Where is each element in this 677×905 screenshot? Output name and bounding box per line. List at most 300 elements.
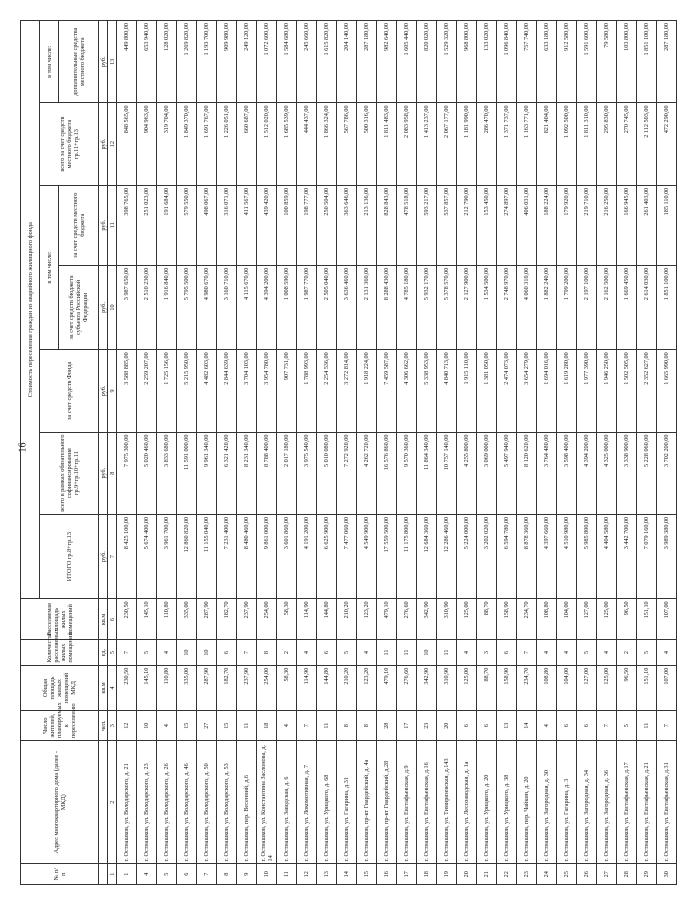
cell-area: 335,00 xyxy=(177,665,197,711)
unit-cell: руб. xyxy=(99,21,108,103)
header-total-area: Общая площадь жилых помещений МКД xyxy=(21,665,99,711)
cell-area: 237,90 xyxy=(237,665,257,711)
cell-total: 3 338 900,00 xyxy=(617,432,637,514)
cell-itogo: 7 079 160,00 xyxy=(637,514,657,599)
cell-area: 110,80 xyxy=(157,665,177,711)
cell-itogo: 8 878 360,00 xyxy=(517,514,537,599)
cell-region: 1 669 450,00 xyxy=(617,265,637,350)
cell-ltotal: 567 786,00 xyxy=(337,103,357,185)
cell-itogo: 4 404 580,00 xyxy=(597,514,617,599)
cell-total: 3 702 200,00 xyxy=(657,432,677,514)
table-row xyxy=(257,21,277,885)
cell-ltotal: 1 685 539,00 xyxy=(277,103,297,185)
cell-total: 16 576 860,00 xyxy=(377,432,397,514)
cell-extra: 103 800,00 xyxy=(617,21,637,103)
table-row xyxy=(497,21,517,885)
table-row xyxy=(297,21,317,885)
cell-region: 1 987 770,00 xyxy=(297,265,317,350)
cell-extra: 909 980,00 xyxy=(217,21,237,103)
cell-total: 3 833 680,00 xyxy=(157,432,177,514)
cell-total: 11 864 340,00 xyxy=(417,432,437,514)
cell-fund: 907 731,00 xyxy=(277,350,297,432)
unit-cell: руб. xyxy=(99,432,108,514)
cell-rarea: 230,50 xyxy=(117,599,137,640)
cell-total: 6 321 420,00 xyxy=(217,432,237,514)
header-local-total: всего за счет средств местного бюджета гр.11+гр.13 xyxy=(40,103,99,185)
cell-ltotal: 500 316,00 xyxy=(357,103,377,185)
cell-fund: 1 502 505,00 xyxy=(617,350,637,432)
cell-total: 8 231 340,00 xyxy=(237,432,257,514)
cell-itogo: 4 549 900,00 xyxy=(357,514,377,599)
cell-rarea: 96,50 xyxy=(617,599,637,640)
cell-addr: г. Остиашков, пр-кт Гвардейский, д. 4а xyxy=(357,741,377,864)
cell-rooms: 7 xyxy=(237,640,257,665)
cell-extra: 1 605 440,00 xyxy=(397,21,417,103)
cell-total: 8 120 620,00 xyxy=(517,432,537,514)
cell-fund: 1 788 993,00 xyxy=(297,350,317,432)
cell-fund: 2 844 639,00 xyxy=(217,350,237,432)
unit-cell: ед. xyxy=(99,640,108,665)
cell-area: 210,20 xyxy=(337,665,357,711)
cell-local: 185 110,00 xyxy=(657,185,677,265)
column-index-cell: 9 xyxy=(108,350,117,432)
cell-itogo: 8 480 460,00 xyxy=(237,514,257,599)
cell-res: 17 xyxy=(397,711,417,741)
cell-addr: г. Остиашков, ул. Урицкого, д. 20 xyxy=(477,741,497,864)
cell-extra: 249 120,00 xyxy=(237,21,257,103)
cell-fund: 1 915 110,00 xyxy=(457,350,477,432)
cell-fund: 5 338 953,00 xyxy=(417,350,437,432)
cell-area: 151,10 xyxy=(637,665,657,711)
header-extra: дополнительные средства местного бюджета xyxy=(59,21,99,103)
cell-itogo: 11 155 040,00 xyxy=(197,514,217,599)
cell-region: 1 534 500,00 xyxy=(477,265,497,350)
cell-n: 14 xyxy=(337,864,357,885)
cell-n: 30 xyxy=(657,864,677,885)
unit-cell xyxy=(99,864,108,885)
cell-total: 8 788 400,00 xyxy=(257,432,277,514)
cell-local: 251 023,00 xyxy=(137,185,157,265)
cell-region: 2 131 360,00 xyxy=(357,265,377,350)
table-row xyxy=(337,21,357,885)
cell-local: 219 710,00 xyxy=(577,185,597,265)
cell-local: 411 567,00 xyxy=(237,185,257,265)
cell-fund: 3 588 885,00 xyxy=(117,350,137,432)
cell-rarea: 237,90 xyxy=(237,599,257,640)
cell-itogo: 6 594 780,00 xyxy=(497,514,517,599)
cell-ltotal: 1 371 737,00 xyxy=(497,103,517,185)
cell-rooms: 3 xyxy=(477,640,497,665)
cell-area: 88,70 xyxy=(477,665,497,711)
header-fund: за счет средств Фонда xyxy=(40,350,99,432)
cell-addr: г. Остиашков, ул. Загородная, д. 34 xyxy=(577,741,597,864)
cell-region: 5 932 170,00 xyxy=(417,265,437,350)
column-index-cell: 3 xyxy=(108,711,117,741)
table-row xyxy=(317,21,337,885)
cell-area: 230,50 xyxy=(117,665,137,711)
cell-area: 96,50 xyxy=(617,665,637,711)
cell-fund: 2 259 207,00 xyxy=(137,350,157,432)
table-row xyxy=(577,21,597,885)
cell-n: 20 xyxy=(457,864,477,885)
cell-ltotal: 1 092 500,00 xyxy=(557,103,577,185)
cell-n: 13 xyxy=(317,864,337,885)
resettlement-table xyxy=(17,20,677,885)
cell-fund: 1 977 390,00 xyxy=(577,350,597,432)
cell-rooms: 5 xyxy=(577,640,597,665)
cell-extra: 1 529 320,00 xyxy=(437,21,457,103)
rotated-page xyxy=(17,20,670,885)
cell-fund: 4 482 603,00 xyxy=(197,350,217,432)
cell-rooms: 6 xyxy=(217,640,237,665)
cell-fund: 3 954 780,00 xyxy=(257,350,277,432)
cell-rarea: 479,10 xyxy=(377,599,397,640)
cell-region: 4 394 200,00 xyxy=(257,265,277,350)
unit-cell: руб. xyxy=(99,514,108,599)
cell-local: 363 646,00 xyxy=(337,185,357,265)
cell-rooms: 5 xyxy=(137,640,157,665)
cell-rarea: 342,90 xyxy=(417,599,437,640)
cell-area: 182,70 xyxy=(217,665,237,711)
cell-ltotal: 270 745,00 xyxy=(617,103,637,185)
table-row xyxy=(617,21,637,885)
cell-n: 21 xyxy=(477,864,497,885)
cell-region: 2 162 500,00 xyxy=(597,265,617,350)
cell-n: 19 xyxy=(437,864,457,885)
cell-total: 9 570 360,00 xyxy=(397,432,417,514)
table-row xyxy=(237,21,257,885)
cell-extra: 633 180,00 xyxy=(537,21,557,103)
cell-local: 191 684,00 xyxy=(157,185,177,265)
cell-area: 276,60 xyxy=(397,665,417,711)
unit-cell xyxy=(99,741,108,864)
unit-cell: чел. xyxy=(99,711,108,741)
cell-rarea: 287,90 xyxy=(197,599,217,640)
cell-fund: 1 381 050,00 xyxy=(477,350,497,432)
cell-res: 5 xyxy=(617,711,637,741)
cell-itogo: 7 477 060,00 xyxy=(337,514,357,599)
cell-total: 4 262 720,00 xyxy=(357,432,377,514)
cell-local: 274 897,00 xyxy=(497,185,517,265)
cell-ltotal: 1 849 370,00 xyxy=(177,103,197,185)
cell-extra: 204 140,00 xyxy=(337,21,357,103)
table-row xyxy=(657,21,677,885)
cell-local: 398 765,00 xyxy=(117,185,137,265)
cell-res: 10 xyxy=(137,711,157,741)
cell-addr: г. Остиашков, ул. Евстафьевская, д.21 xyxy=(637,741,657,864)
cell-addr: г. Остиашков, пер. Весенний, д.6 xyxy=(237,741,257,864)
cell-res: 6 xyxy=(577,711,597,741)
column-index-cell: 1 xyxy=(108,864,117,885)
cell-fund: 2 474 073,00 xyxy=(497,350,517,432)
header-itogo: ИТОГО гр.8+гр.13 xyxy=(40,514,99,599)
cell-ltotal: 319 704,00 xyxy=(157,103,177,185)
cell-addr: г. Остиашков, пер. Чайкин, д. 20 xyxy=(517,741,537,864)
table-row xyxy=(637,21,657,885)
cell-res: 7 xyxy=(297,711,317,741)
cell-fund: 3 272 814,00 xyxy=(337,350,357,432)
column-index-cell: 7 xyxy=(108,514,117,599)
cell-region: 2 748 970,00 xyxy=(497,265,517,350)
cell-rooms: 7 xyxy=(517,640,537,665)
cell-addr: г. Остиашков, ул. Урицкого, д. 68 xyxy=(317,741,337,864)
cell-local: 250 504,00 xyxy=(317,185,337,265)
cell-region: 1 799 200,00 xyxy=(557,265,577,350)
cell-n: 23 xyxy=(517,864,537,885)
cell-total: 5 020 460,00 xyxy=(137,432,157,514)
cell-addr: г. Остиашков, ул. Локомотивная, д. 7 xyxy=(297,741,317,864)
unit-cell: руб. xyxy=(99,350,108,432)
cell-rooms: 10 xyxy=(177,640,197,665)
cell-extra: 820 020,00 xyxy=(417,21,437,103)
cell-rarea: 125,00 xyxy=(597,599,617,640)
header-local: за счет средств местного бюджета xyxy=(59,185,99,265)
cell-rarea: 125,00 xyxy=(457,599,477,640)
page-number: 16 xyxy=(17,442,29,453)
cell-area: 234,70 xyxy=(517,665,537,711)
unit-cell: руб. xyxy=(99,265,108,350)
cell-extra: 653 940,00 xyxy=(137,21,157,103)
cell-addr: г. Остиашков, ул. Евстафьевская, д.31 xyxy=(657,741,677,864)
cell-n: 22 xyxy=(497,864,517,885)
cell-extra: 968 800,00 xyxy=(457,21,477,103)
cell-rarea: 123,20 xyxy=(357,599,377,640)
cell-region: 1 882 240,00 xyxy=(537,265,557,350)
cell-local: 478 518,00 xyxy=(397,185,417,265)
cell-rooms: 4 xyxy=(297,640,317,665)
cell-rarea: 182,70 xyxy=(217,599,237,640)
cell-total: 2 017 180,00 xyxy=(277,432,297,514)
cell-rooms: 4 xyxy=(157,640,177,665)
cell-area: 479,10 xyxy=(377,665,397,711)
cell-rooms: 5 xyxy=(637,640,657,665)
cell-res: 15 xyxy=(217,711,237,741)
cell-area: 342,90 xyxy=(417,665,437,711)
cell-n: 6 xyxy=(177,864,197,885)
cell-addr: г. Остиашков, ул. Заводская, д. 6 xyxy=(277,741,297,864)
cell-res: 4 xyxy=(277,711,297,741)
cell-ltotal: 1 226 051,00 xyxy=(217,103,237,185)
cell-area: 158,90 xyxy=(497,665,517,711)
cell-total: 3 598 400,00 xyxy=(557,432,577,514)
unit-cell: руб. xyxy=(99,103,108,185)
cell-extra: 1 096 840,00 xyxy=(497,21,517,103)
cell-local: 579 550,00 xyxy=(177,185,197,265)
cell-extra: 1 072 600,00 xyxy=(257,21,277,103)
cell-addr: г. Остиашков, ул. Лесозаводская, д. 1а xyxy=(457,741,477,864)
cell-itogo: 3 601 860,00 xyxy=(277,514,297,599)
cell-itogo: 5 674 400,00 xyxy=(137,514,157,599)
cell-res: 8 xyxy=(337,711,357,741)
cell-total: 4 394 200,00 xyxy=(577,432,597,514)
cell-region: 4 115 670,00 xyxy=(237,265,257,350)
column-index-cell: 5 xyxy=(108,640,117,665)
cell-region: 3 160 710,00 xyxy=(217,265,237,350)
cell-rarea: 107,00 xyxy=(657,599,677,640)
cell-fund: 4 306 662,00 xyxy=(397,350,417,432)
cell-res: 6 xyxy=(477,711,497,741)
cell-itogo: 9 861 000,00 xyxy=(257,514,277,599)
cell-total: 3 975 540,00 xyxy=(297,432,317,514)
cell-rooms: 11 xyxy=(437,640,457,665)
cell-itogo: 3 202 020,00 xyxy=(477,514,497,599)
cell-extra: 912 580,00 xyxy=(557,21,577,103)
header-including: в том числе: xyxy=(40,185,59,350)
cell-rarea: 145,10 xyxy=(137,599,157,640)
cell-area: 254,00 xyxy=(257,665,277,711)
cell-rarea: 88,70 xyxy=(477,599,497,640)
cell-ltotal: 1 811 310,00 xyxy=(577,103,597,185)
cell-res: 12 xyxy=(117,711,137,741)
cell-n: 18 xyxy=(417,864,437,885)
column-index-cell: 10 xyxy=(108,265,117,350)
column-index-cell: 4 xyxy=(108,665,117,711)
cell-res: 23 xyxy=(417,711,437,741)
cell-rooms: 8 xyxy=(257,640,277,665)
cell-total: 7 272 920,00 xyxy=(337,432,357,514)
cell-local: 828 843,00 xyxy=(377,185,397,265)
cell-rooms: 5 xyxy=(337,640,357,665)
cell-addr: г. Остиашков, пр-кт Гвардейский, д.28 xyxy=(377,741,397,864)
table-row xyxy=(217,21,237,885)
cell-local: 188 224,00 xyxy=(537,185,557,265)
cell-rarea: 114,90 xyxy=(297,599,317,640)
cell-extra: 1 193 700,00 xyxy=(197,21,217,103)
cell-extra: 1 615 820,00 xyxy=(317,21,337,103)
cell-ltotal: 821 404,00 xyxy=(537,103,557,185)
cell-itogo: 7 231 400,00 xyxy=(217,514,237,599)
cell-rarea: 151,10 xyxy=(637,599,657,640)
cell-area: 127,00 xyxy=(577,665,597,711)
column-index-cell: 8 xyxy=(108,432,117,514)
cell-n: 15 xyxy=(357,864,377,885)
table-row xyxy=(477,21,497,885)
table-row xyxy=(397,21,417,885)
cell-extra: 133 020,00 xyxy=(477,21,497,103)
cell-rarea: 127,00 xyxy=(577,599,597,640)
cell-n: 9 xyxy=(237,864,257,885)
column-index-cell: 2 xyxy=(108,741,117,864)
cell-local: 261 403,00 xyxy=(637,185,657,265)
table-row xyxy=(597,21,617,885)
cell-rarea: 210,20 xyxy=(337,599,357,640)
cell-rooms: 6 xyxy=(497,640,517,665)
cell-area: 125,00 xyxy=(457,665,477,711)
cell-addr: г. Остиашков, ул. Загородная, д. 36 xyxy=(597,741,617,864)
cell-local: 198 777,00 xyxy=(297,185,317,265)
cell-local: 100 859,00 xyxy=(277,185,297,265)
unit-cell: кв.м xyxy=(99,599,108,640)
cell-rooms: 2 xyxy=(617,640,637,665)
cell-ltotal: 1 413 237,00 xyxy=(417,103,437,185)
cell-rooms: 11 xyxy=(377,640,397,665)
cell-itogo: 3 961 700,00 xyxy=(157,514,177,599)
cell-itogo: 12 286 460,00 xyxy=(437,514,457,599)
cell-n: 24 xyxy=(537,864,557,885)
cell-rooms: 7 xyxy=(117,640,137,665)
header-region: за счет средств бюджета субъекта Российской Федерации xyxy=(59,265,99,350)
cell-itogo: 5 224 000,00 xyxy=(457,514,477,599)
cell-res: 28 xyxy=(377,711,397,741)
cell-itogo: 4 510 980,00 xyxy=(557,514,577,599)
cell-local: 593 217,00 xyxy=(417,185,437,265)
cell-fund: 1 694 016,00 xyxy=(537,350,557,432)
table-row xyxy=(177,21,197,885)
cell-total: 5 497 940,00 xyxy=(497,432,517,514)
header-total-prog: всего в рамках обязательного софинансирования гр.9+гр.10+гр.11 xyxy=(40,432,99,514)
cell-region: 8 288 430,00 xyxy=(377,265,397,350)
cell-local: 179 920,00 xyxy=(557,185,577,265)
cell-ltotal: 1 163 771,00 xyxy=(517,103,537,185)
cell-ltotal: 1 811 483,00 xyxy=(377,103,397,185)
cell-res: 4 xyxy=(157,711,177,741)
table-row xyxy=(537,21,557,885)
cell-res: 4 xyxy=(537,711,557,741)
table-row xyxy=(517,21,537,885)
cell-fund: 1 665 990,00 xyxy=(657,350,677,432)
cell-itogo: 11 175 800,00 xyxy=(397,514,417,599)
cell-fund: 5 215 950,00 xyxy=(177,350,197,432)
cell-n: 5 xyxy=(157,864,177,885)
cell-addr: г. Остиашков, ул. Евстафьевская, д.9 xyxy=(397,741,417,864)
column-index-cell: 12 xyxy=(108,103,117,185)
cell-fund: 3 654 279,00 xyxy=(517,350,537,432)
cell-local: 213 136,00 xyxy=(357,185,377,265)
cell-rooms: 6 xyxy=(317,640,337,665)
cell-extra: 128 020,00 xyxy=(157,21,177,103)
cell-rooms: 4 xyxy=(537,640,557,665)
cell-region: 2 614 030,00 xyxy=(637,265,657,350)
cell-rarea: 144,80 xyxy=(317,599,337,640)
cell-n: 4 xyxy=(137,864,157,885)
cell-total: 4 325 000,00 xyxy=(597,432,617,514)
header-rooms: Количество расселяемых жилых помещений xyxy=(21,640,99,665)
cell-total: 5 010 080,00 xyxy=(317,432,337,514)
cell-total: 7 975 300,00 xyxy=(117,432,137,514)
table-row xyxy=(277,21,297,885)
unit-cell: руб. xyxy=(99,185,108,265)
cell-local: 166 945,00 xyxy=(617,185,637,265)
cell-fund: 1 619 280,00 xyxy=(557,350,577,432)
cell-ltotal: 472 290,00 xyxy=(657,103,677,185)
cell-n: 26 xyxy=(577,864,597,885)
cell-local: 439 420,00 xyxy=(257,185,277,265)
header-address: Адрес многоквартирного дома (далее - МКД) xyxy=(21,741,99,864)
cell-rarea: 310,90 xyxy=(437,599,457,640)
cell-addr: г. Остиашков, ул. Володарского, д. 26 xyxy=(157,741,177,864)
cell-extra: 449 800,00 xyxy=(117,21,137,103)
cell-addr: г. Остиашков, ул. Володарского, д. 21 xyxy=(117,741,137,864)
cell-n: 17 xyxy=(397,864,417,885)
cell-area: 287,90 xyxy=(197,665,217,711)
cell-area: 104,00 xyxy=(557,665,577,711)
cell-itogo: 4 397 660,00 xyxy=(537,514,557,599)
table-row xyxy=(137,21,157,885)
cell-rooms: 4 xyxy=(657,640,677,665)
cell-region: 2 127 900,00 xyxy=(457,265,477,350)
cell-extra: 1 584 680,00 xyxy=(277,21,297,103)
cell-fund: 1 918 224,00 xyxy=(357,350,377,432)
cell-addr: г. Остиашков, ул. Володарского, д. 46 xyxy=(177,741,197,864)
cell-fund: 7 459 587,00 xyxy=(377,350,397,432)
cell-region: 5 378 570,00 xyxy=(437,265,457,350)
cell-n: 16 xyxy=(377,864,397,885)
cell-itogo: 6 625 900,00 xyxy=(317,514,337,599)
cell-rarea: 158,90 xyxy=(497,599,517,640)
cell-extra: 287 180,00 xyxy=(357,21,377,103)
cell-res: 8 xyxy=(357,711,377,741)
cell-res: 15 xyxy=(177,711,197,741)
